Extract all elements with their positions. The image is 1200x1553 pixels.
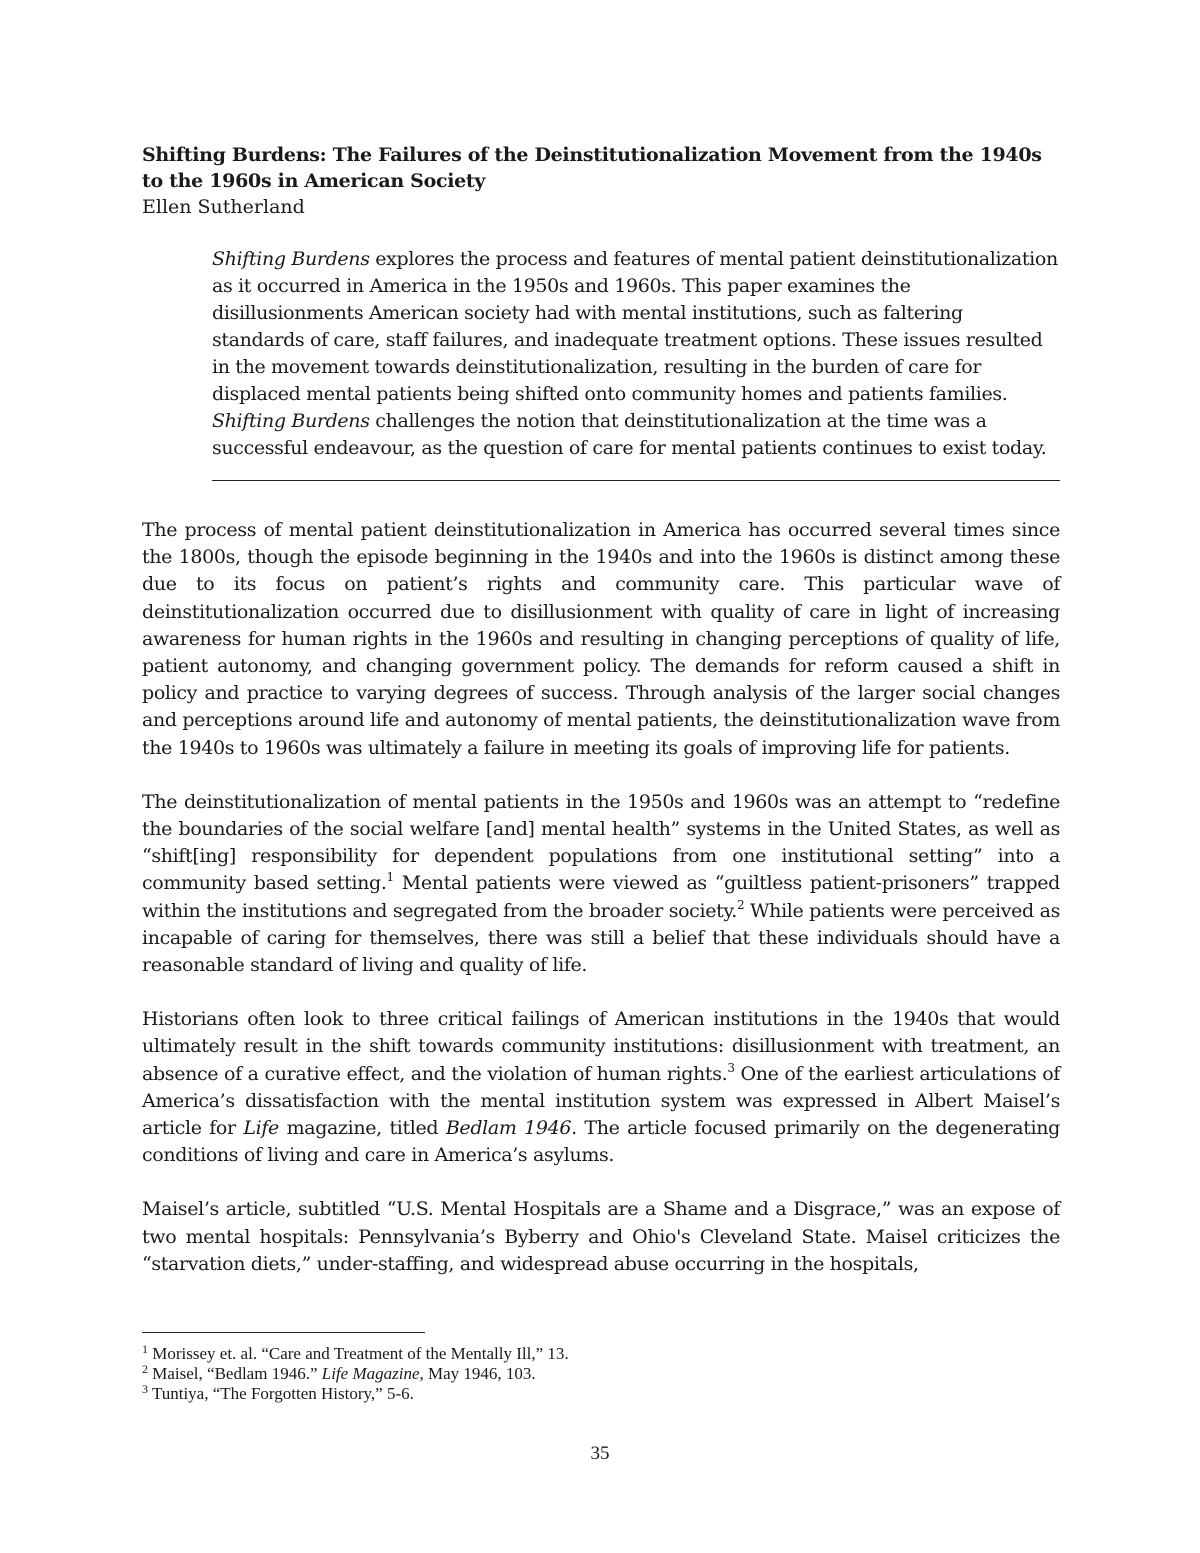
p3-text-a: Historians often look to three critical failings of American institutions in the 1940s that would ultimately result in the shift towards community institutions: disillusionment with treatment, an absence of a curative effect, and the violation of human rights. [142, 1008, 1060, 1085]
footnote-ref-3: 3 [727, 1060, 735, 1075]
footnotes [142, 1344, 1060, 1404]
p3-text-d: . The article focused primarily on the degenerating conditions of living and care in America’s asylums. [142, 1117, 1060, 1167]
footnote-1 [142, 1344, 1060, 1364]
body-paragraph-4: Maisel’s article, subtitled “U.S. Mental Hospitals are a Shame and a Disgrace,” was an expose of two mental hospitals: Pennsylvania’s Byberry and Ohio's Cleveland State. Maisel criticizes the “starvation diets,” under-staffing, and widespread abuse occurring in the hospitals, [142, 1198, 1060, 1275]
body-paragraph-2 [142, 789, 1060, 979]
body-paragraph-1: The process of mental patient deinstitutionalization in America has occurred several times since the 1800s, though the episode beginning in the 1940s and into the 1960s is distinct among these due to its focus on patient’s rights and community care. This particular wave of deinstitutionalization occurred due to disillusionment with quality of care in light of increasing awareness for human rights in the 1960s and resulting in changing perceptions of quality of life, patient autonomy, and changing government policy. The demands for reform caused a shift in policy and practice to varying degrees of success. Through analysis of the larger social changes and perceptions around life and autonomy of mental patients, the deinstitutionalization wave from the 1940s to 1960s was ultimately a failure in meeting its goals of improving life for patients. [142, 519, 1060, 759]
footnote-divider [142, 1332, 425, 1333]
footnote-number: 2 [142, 1362, 148, 1376]
footnote-italic: Life Magazine, [321, 1364, 424, 1383]
p2-text-c: While patients were perceived as incapable of caring for themselves, there was still a belief that these individuals should have a reasonable standard of living and quality of life. [142, 899, 1061, 977]
p2-text-a: The deinstitutionalization of mental patients in the 1950s and 1960s was an attempt to “redefine the boundaries of the social welfare [and] mental health” systems in the United States, as well as “shift[ing] responsibility for dependent populations from one institutional setting” into a community based setting. [142, 790, 1060, 895]
abstract-divider [212, 480, 1060, 481]
footnote-ref-2: 2 [736, 897, 745, 912]
article-body [142, 517, 1060, 1278]
p3-text-c: magazine, titled [278, 1117, 446, 1140]
life-magazine-ref: Life [243, 1117, 279, 1140]
p3-text-b: One of the earliest articulations of America’s dissatisfaction with the mental institution system was expressed in Albert Maisel’s article for [142, 1062, 1060, 1140]
p2-text-b: Mental patients were viewed as “guiltless patient-prisoners” trapped within the institutions and segregated from the broader society. [142, 872, 1060, 922]
footnote-3 [142, 1384, 1060, 1404]
footnote-number: 3 [142, 1382, 148, 1396]
footnote-number: 1 [142, 1342, 148, 1356]
footnote-2 [142, 1364, 1060, 1384]
body-paragraph-3 [142, 1006, 1060, 1169]
abstract-text-2: challenges the notion that deinstitutionalization at the time was a successful endeavour, as the question of care for mental patients continues to exist today. [212, 410, 1047, 459]
abstract [212, 246, 1060, 462]
abstract-title-ref: Shifting Burdens [212, 248, 370, 270]
abstract-text-1: explores the process and features of mental patient deinstitutionalization as it occurred in America in the 1950s and 1960s. This paper examines the disillusionments American society had with mental institutions, such as faltering standards of care, staff failures, and inadequate treatment options. These issues resulted in the movement towards deinstitutionalization, resulting in the burden of care for displaced mental patients being shifted onto community homes and patients families. [212, 248, 1058, 405]
footnote-text: Tuntiya, “The Forgotten History,” 5-6. [151, 1384, 414, 1403]
abstract-paragraph [212, 246, 1060, 462]
article-title: Shifting Burdens: The Failures of the Deinstitutionalization Movement from the 1940s to the 1960s in American Society [142, 144, 1042, 192]
bedlam-article-ref: Bedlam 1946 [445, 1117, 572, 1140]
footnote-text: Maisel, “Bedlam 1946.” [152, 1364, 322, 1383]
footnote-text: May 1946, 103. [423, 1364, 536, 1383]
page-number: 35 [590, 1443, 610, 1464]
article-page [142, 142, 1060, 1278]
abstract-title-ref-2: Shifting Burdens [212, 410, 370, 432]
footnote-ref-1: 1 [386, 870, 394, 885]
footnote-text: Morissey et. al. “Care and Treatment of the Mentally Ill,” 13. [152, 1344, 569, 1363]
author-name: Ellen Sutherland [142, 196, 305, 218]
